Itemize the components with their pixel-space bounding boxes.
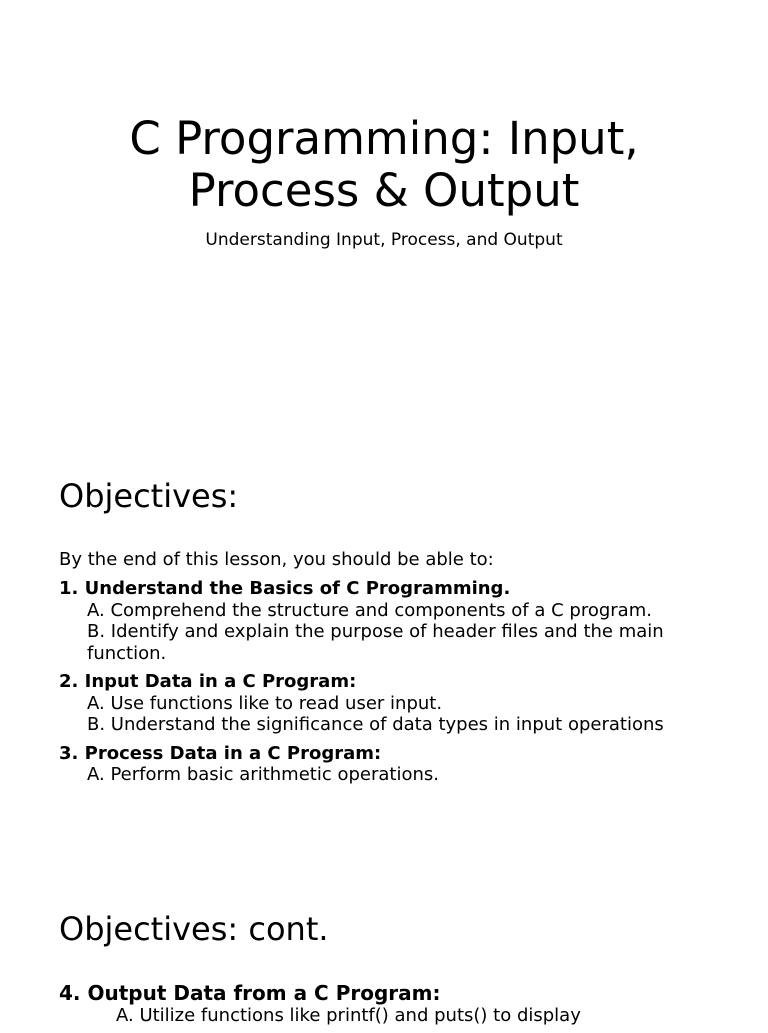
objective-number: 1.	[59, 578, 79, 599]
objective-sub-list	[59, 1005, 699, 1027]
objective-sub-item: A. Perform basic arithmetic operations.	[87, 764, 439, 785]
objectives-cont-list	[59, 983, 699, 1033]
objective-title	[59, 671, 699, 693]
objectives-intro: By the end of this lesson, you should be able to:	[59, 549, 494, 570]
objective-item	[59, 743, 699, 786]
objective-title	[59, 983, 699, 1005]
objective-title-text: Input Data in a C Program:	[84, 671, 357, 692]
objectives-cont-heading: Objectives: cont.	[59, 910, 329, 948]
slide-subtitle: Understanding Input, Process, and Output	[205, 230, 563, 250]
objective-sub-item: A. Utilize functions like printf() and puts() to display	[116, 1004, 581, 1026]
objective-item	[59, 671, 699, 736]
objective-title	[59, 743, 699, 765]
objective-sub-item: A. Comprehend the structure and components of a C program.	[87, 599, 652, 621]
objective-title-text: Process Data in a C Program:	[84, 742, 382, 764]
objective-sub-list	[59, 764, 699, 786]
objective-sub-list	[59, 600, 699, 665]
slide-title-line-1: C Programming: Input,	[129, 112, 639, 165]
slide-title	[0, 113, 768, 217]
objective-sub-item: A. Use functions like to read user input.	[87, 692, 443, 714]
objectives-list	[59, 578, 699, 793]
objective-number: 3.	[59, 742, 79, 764]
objective-title	[59, 578, 699, 600]
slide-title-line-2: Process & Output	[188, 164, 580, 217]
objective-sub-item: B. Understand the significance of data types in input operations	[87, 714, 664, 735]
objective-sub-item: B. Identify and explain the purpose of header files and the main function.	[87, 621, 664, 664]
objective-number: 4.	[59, 981, 81, 1005]
objectives-heading: Objectives:	[59, 477, 239, 515]
objective-title-text: Output Data from a C Program:	[87, 981, 441, 1005]
objective-number: 2.	[59, 671, 79, 692]
objective-sub-list	[59, 693, 699, 736]
objective-item	[59, 578, 699, 664]
objective-item	[59, 983, 699, 1026]
objective-title-text: Understand the Basics of C Programming.	[84, 578, 511, 599]
